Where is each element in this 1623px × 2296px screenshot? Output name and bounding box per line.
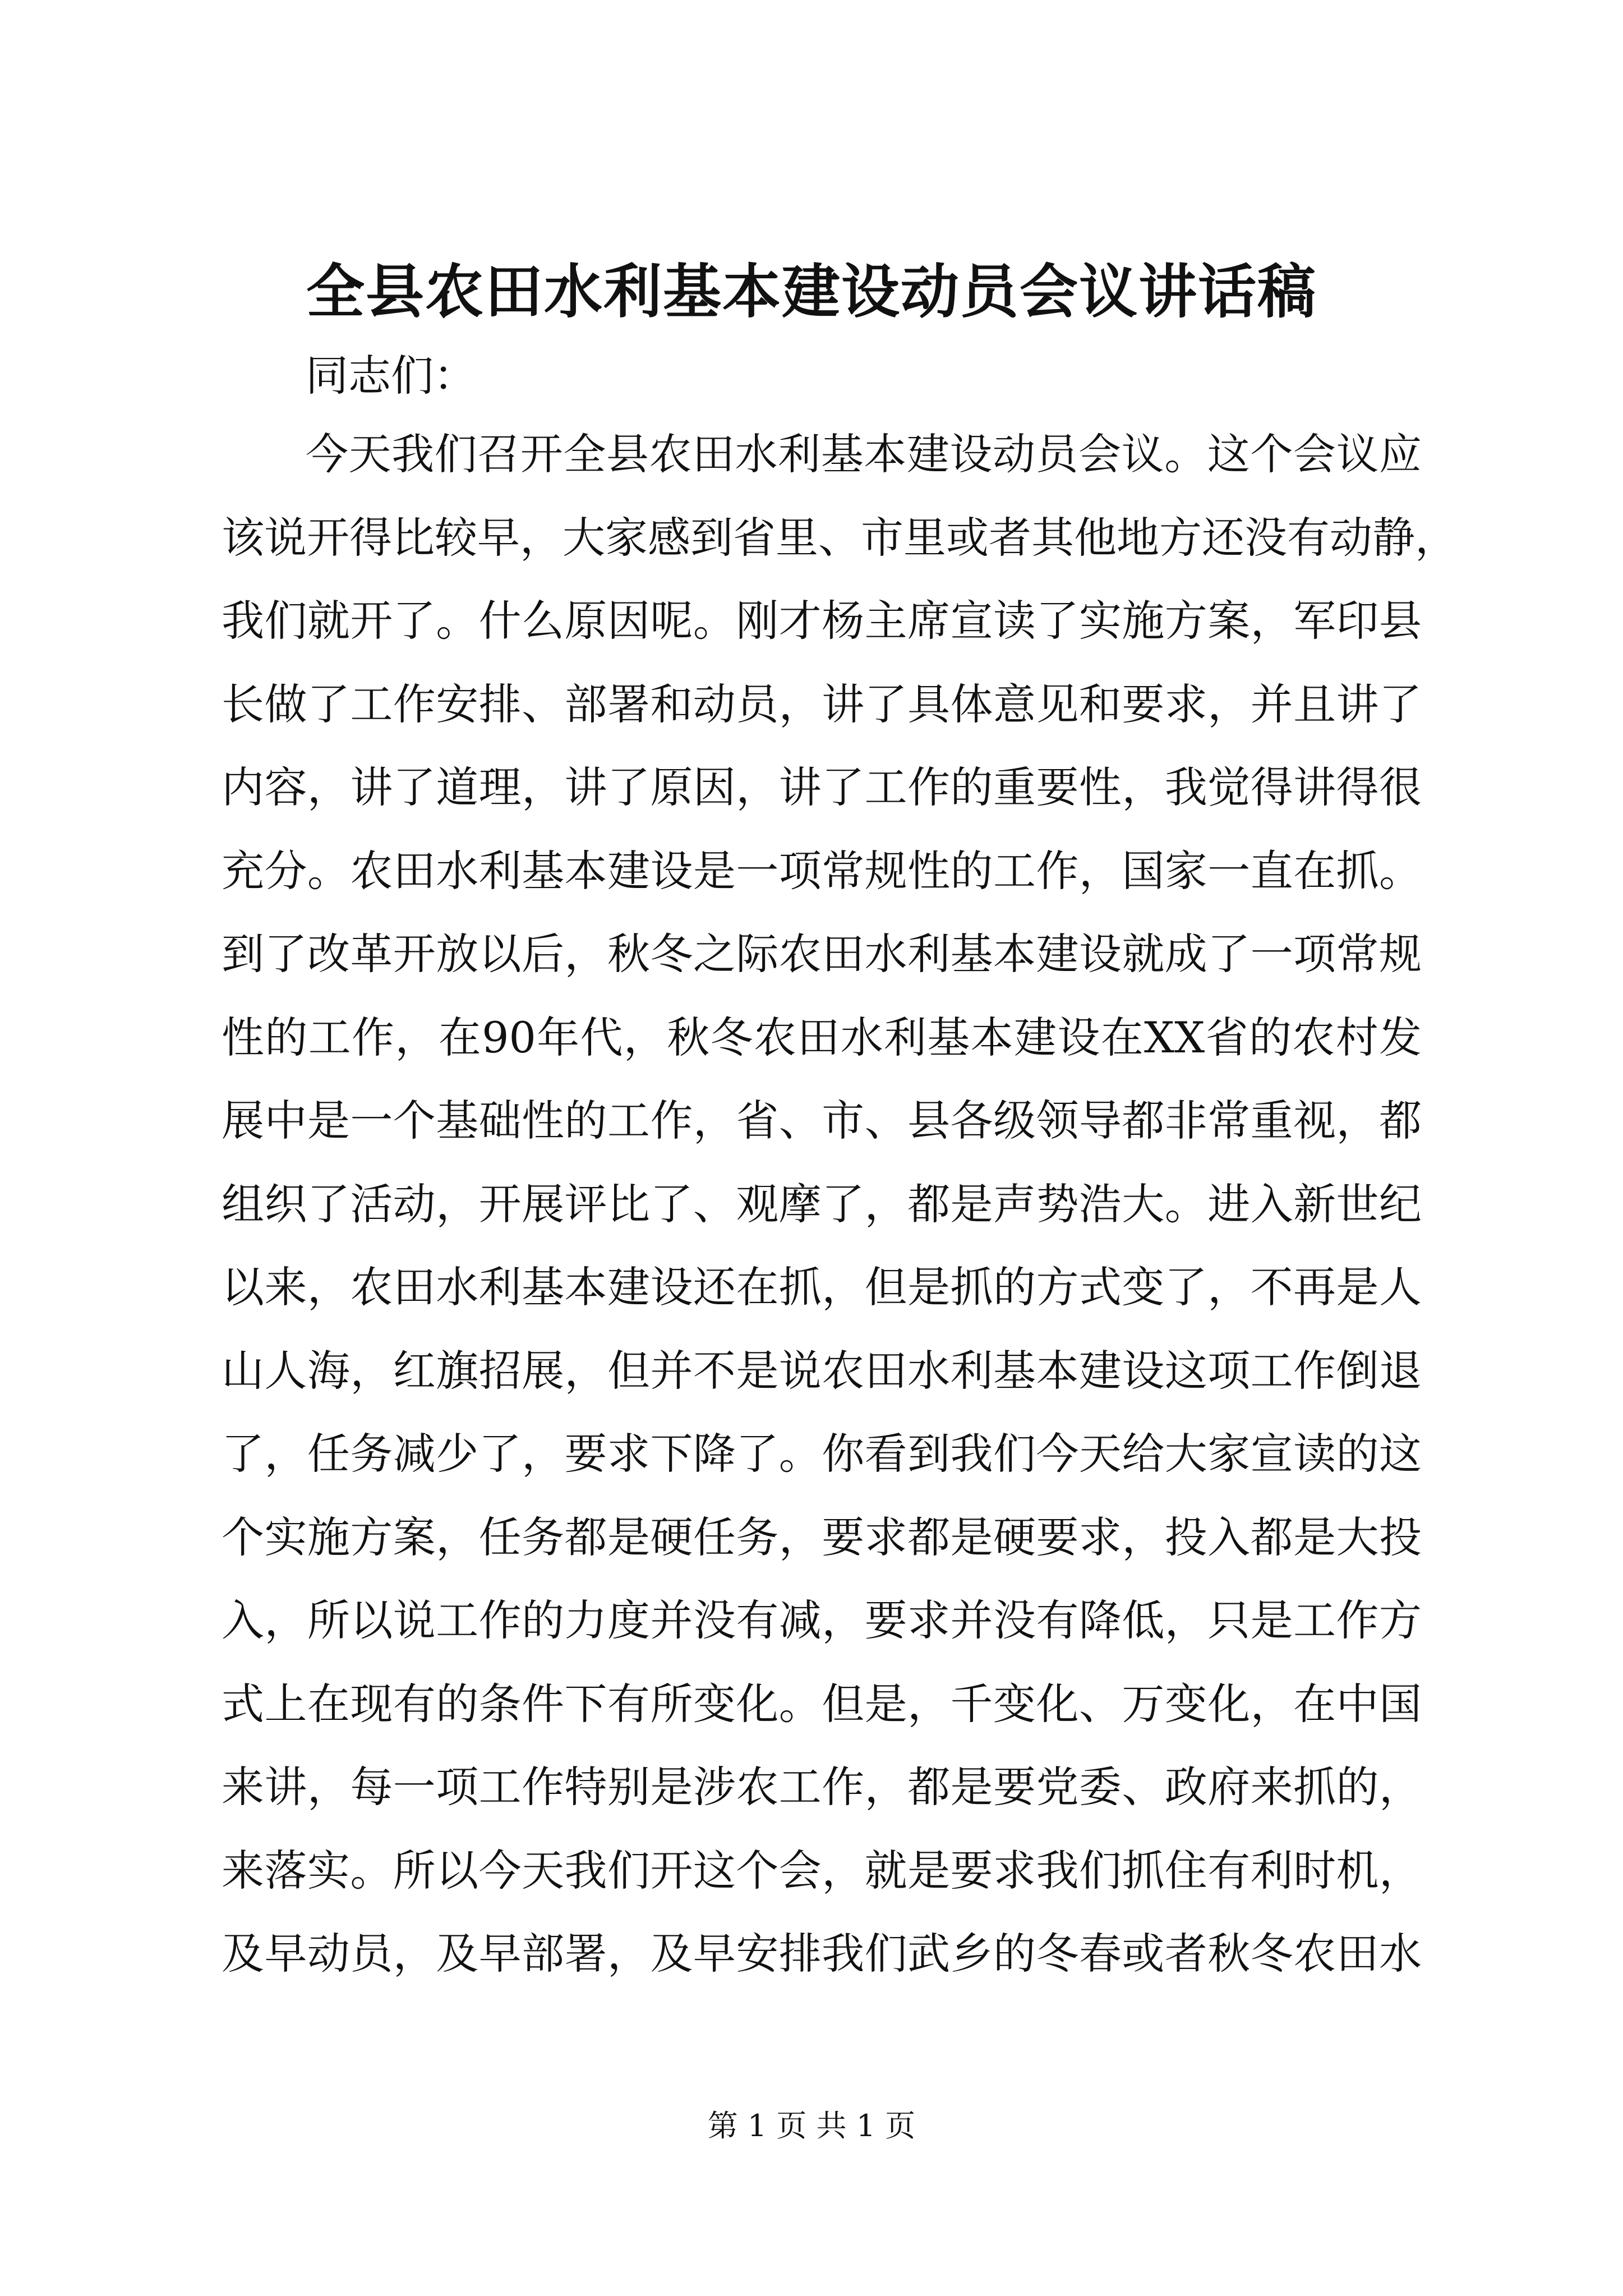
text-line: 该说开得比较早，大家感到省里、市里或者其他地方还没有动静， [222, 512, 1458, 563]
text-line: 我们就开了。什么原因呢。刚才杨主席宣读了实施方案，军印县 [222, 596, 1422, 646]
text-line: 今天我们召开全县农田水利基本建设动员会议。这个会议应 [306, 429, 1422, 479]
text-line: 内容，讲了道理，讲了原因，讲了工作的重要性，我觉得讲得很 [222, 762, 1422, 812]
salutation: 同志们： [306, 351, 476, 401]
text-line: 来落实。所以今天我们开这个会，就是要求我们抓住有利时机， [222, 1845, 1422, 1895]
page-number-footer: 第 1 页 共 1 页 [707, 2108, 916, 2143]
text-line: 以来，农田水利基本建设还在抓，但是抓的方式变了，不再是人 [222, 1262, 1422, 1312]
document-title: 全县农田水利基本建设动员会议讲话稿 [306, 257, 1317, 326]
text-line: 长做了工作安排、部署和动员，讲了具体意见和要求，并且讲了 [222, 679, 1422, 729]
text-line: 了，任务减少了，要求下降了。你看到我们今天给大家宣读的这 [222, 1429, 1422, 1479]
text-line: 个实施方案，任务都是硬任务，要求都是硬要求，投入都是大投 [222, 1512, 1422, 1562]
text-line: 来讲，每一项工作特别是涉农工作，都是要党委、政府来抓的， [222, 1762, 1422, 1812]
text-line: 入，所以说工作的力度并没有减，要求并没有降低，只是工作方 [222, 1595, 1422, 1645]
text-line: 展中是一个基础性的工作，省、市、县各级领导都非常重视，都 [222, 1096, 1422, 1145]
text-line: 充分。农田水利基本建设是一项常规性的工作，国家一直在抓。 [222, 845, 1422, 896]
text-line: 山人海，红旗招展，但并不是说农田水利基本建设这项工作倒退 [222, 1345, 1422, 1396]
text-line: 性的工作，在90年代，秋冬农田水利基本建设在XX省的农村发 [222, 1012, 1422, 1062]
text-line: 及早动员，及早部署，及早安排我们武乡的冬春或者秋冬农田水 [222, 1929, 1422, 1978]
text-line: 到了改革开放以后，秋冬之际农田水利基本建设就成了一项常规 [222, 929, 1422, 979]
body-text [222, 426, 1458, 2009]
text-line: 组织了活动，开展评比了、观摩了，都是声势浩大。进入新世纪 [222, 1179, 1422, 1229]
text-line: 式上在现有的条件下有所变化。但是，千变化、万变化，在中国 [222, 1678, 1422, 1729]
